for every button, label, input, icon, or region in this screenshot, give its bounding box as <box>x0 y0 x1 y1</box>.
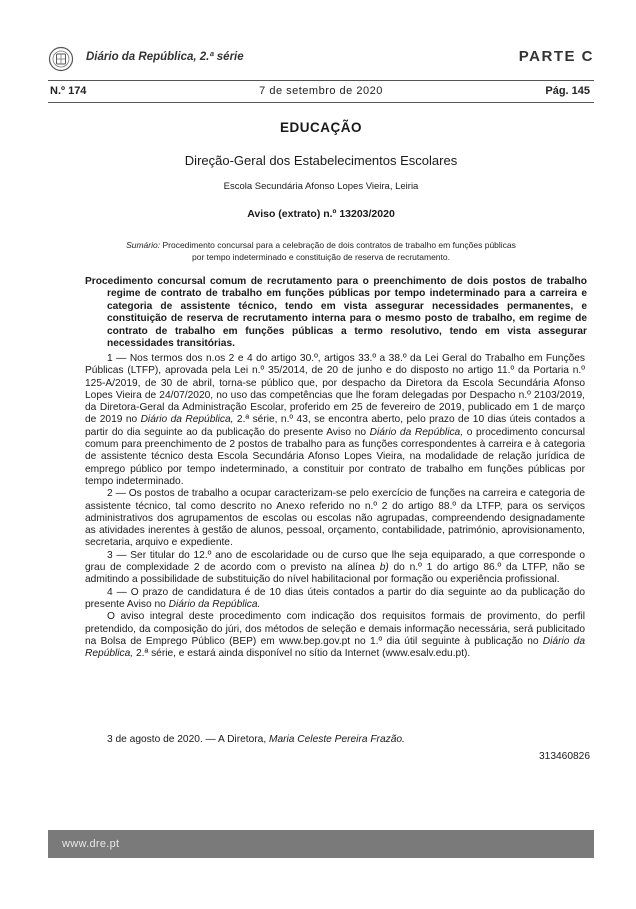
paragraph-1-text-a: 1 — Nos termos dos n.os 2 e 4 do artigo 30.º, artigos 33.º a 38.º da Lei Geral do Trabalho em Funções Públicas (LTFP), aprovada pela Lei n.º 35/2014, de 20 de junho e do disposto no artigo 11.º da Portaria n.º 125-A/2019, de 30 de abril, torna-se público que, por despacho da Diretora da Escola Secundária Afonso Lopes Vieira de 24/07/2020, no uso das competências que lhe foram delegadas por Despacho n.º 2103/2019, da Diretora-Geral da Administração Escolar, proferido em 25 de fevereiro de 2019, publicado em 1 de março de 2019 no <box>85 353 585 426</box>
footer-url[interactable]: www.dre.pt <box>62 838 120 850</box>
journal-title: Diário da República, 2.ª série <box>86 51 244 63</box>
paragraph-3-text-a: 3 — Ser titular do 12.º ano de escolaridade ou de curso que lhe seja equiparado, a que corresponde o grau de complexidade 2 de acordo com o previsto na alínea <box>85 549 585 574</box>
paragraph-1-text-c: o procedimento concursal comum para preenchimento de 2 postos de trabalho para as funções correspondentes à carreira e à categoria de assistente técnico desta Escola Secundária Afonso Lopes Vieira, na modalidade de relação jurídica de emprego público por tempo indeterminado, a constituir por contrato de trabalho em funções públicas por tempo indeterminado. <box>85 426 586 487</box>
summary-text: Procedimento concursal para a celebração de dois contratos de trabalho em funções públicas por tempo indeterminado e constituição de reserva de recrutamento. <box>162 240 516 262</box>
summary <box>120 239 522 263</box>
paragraph-3-text-b: do n.º 1 do artigo 86.º da LTFP, não se admitindo a possibilidade de substituição do nível habilitacional por formação ou experiência profissional. <box>85 562 585 586</box>
paragraph-2: 2 — Os postos de trabalho a ocupar caracterizam-se pelo exercício de funções na carreira e categoria de assistente técnico, tal como descrito no Anexo referido no n.º 2 do artigo 88.º da LTFP, para os serviços administrativos dos agrupamentos de escolas ou escolas não agrupadas, compreendendo designadamente as atividades inerentes à gestão de alunos, pessoal, orçamento, contabilidade, património, aprovisionamento, secretaria, arquivo e expediente. <box>85 488 585 549</box>
paragraph-1-italic-2: Diário da República, <box>369 426 464 438</box>
signature-date-role: 3 de agosto de 2020. — A Diretora, <box>107 734 269 745</box>
signatory-name: Maria Celeste Pereira Frazão. <box>268 734 405 745</box>
paragraph-1-italic-1: Diário da República, <box>140 414 234 426</box>
paragraph-5-text-a: O aviso integral deste procedimento com indicação dos requisitos formais de provimento, do perfil pretendido, da composição do júri, dos métodos de seleção e demais informação necessária, será publicitado na Bolsa de Emprego Público (BEP) em www.bep.gov.pt no 1.º dia útil seguinte à publicação no <box>85 611 585 647</box>
summary-label: Sumário: <box>126 240 161 250</box>
notice-body <box>85 353 585 660</box>
header-divider-bottom <box>48 102 594 103</box>
issue-date: 7 de setembro de 2020 <box>259 85 383 97</box>
paragraph-4 <box>85 587 585 612</box>
paragraph-5-italic: Diário da República, <box>85 635 585 660</box>
part-label: PARTE C <box>518 48 594 65</box>
paragraph-1-text-b: 2.ª série, n.º 43, se encontra aberto, pelo prazo de 10 dias úteis contados a partir do dia seguinte ao da publicação do presente Aviso no <box>85 414 585 438</box>
signature-line <box>107 734 405 745</box>
page-footer <box>48 830 594 858</box>
page-header <box>48 44 594 72</box>
procedure-title <box>85 276 587 350</box>
issue-number: N.º 174 <box>50 85 87 97</box>
paragraph-3-italic: b) <box>379 562 389 574</box>
notice-title: Aviso (extrato) n.º 13203/2020 <box>247 208 395 220</box>
paragraph-4-text-a: 4 — O prazo de candidatura é de 10 dias úteis contados a partir do dia seguinte ao da publicação do presente Aviso no <box>85 586 585 610</box>
page-number: Pág. 145 <box>545 85 590 97</box>
paragraph-3 <box>85 550 585 587</box>
organization-name: Direção-Geral dos Estabelecimentos Escolares <box>184 153 458 168</box>
republic-emblem-icon <box>48 46 74 72</box>
document-code: 313460826 <box>539 751 590 762</box>
section-heading: EDUCAÇÃO <box>279 120 362 135</box>
paragraph-5 <box>85 611 585 660</box>
paragraph-1 <box>85 353 585 488</box>
school-name: Escola Secundária Afonso Lopes Vieira, Leiria <box>223 181 419 192</box>
procedure-title-text: Procedimento concursal comum de recrutamento para o preenchimento de dois postos de trabalho regime de contrato de trabalho em funções públicas por tempo indeterminado para a carreira e categoria de assistente técnico, tendo em vista assegurar necessidades permanentes, e constituição de reserva de recrutamento interna para o mesmo posto de trabalho, em regime de contrato de trabalho em funções públicas a termo resolutivo, tendo em vista assegurar necessidades transitórias. <box>85 276 587 350</box>
paragraph-4-italic: Diário da República. <box>168 598 261 610</box>
header-divider-top <box>48 80 594 81</box>
paragraph-5-text-b: 2.ª série, e estará ainda disponível no sítio da Internet (www.esalv.edu.pt). <box>133 648 471 660</box>
